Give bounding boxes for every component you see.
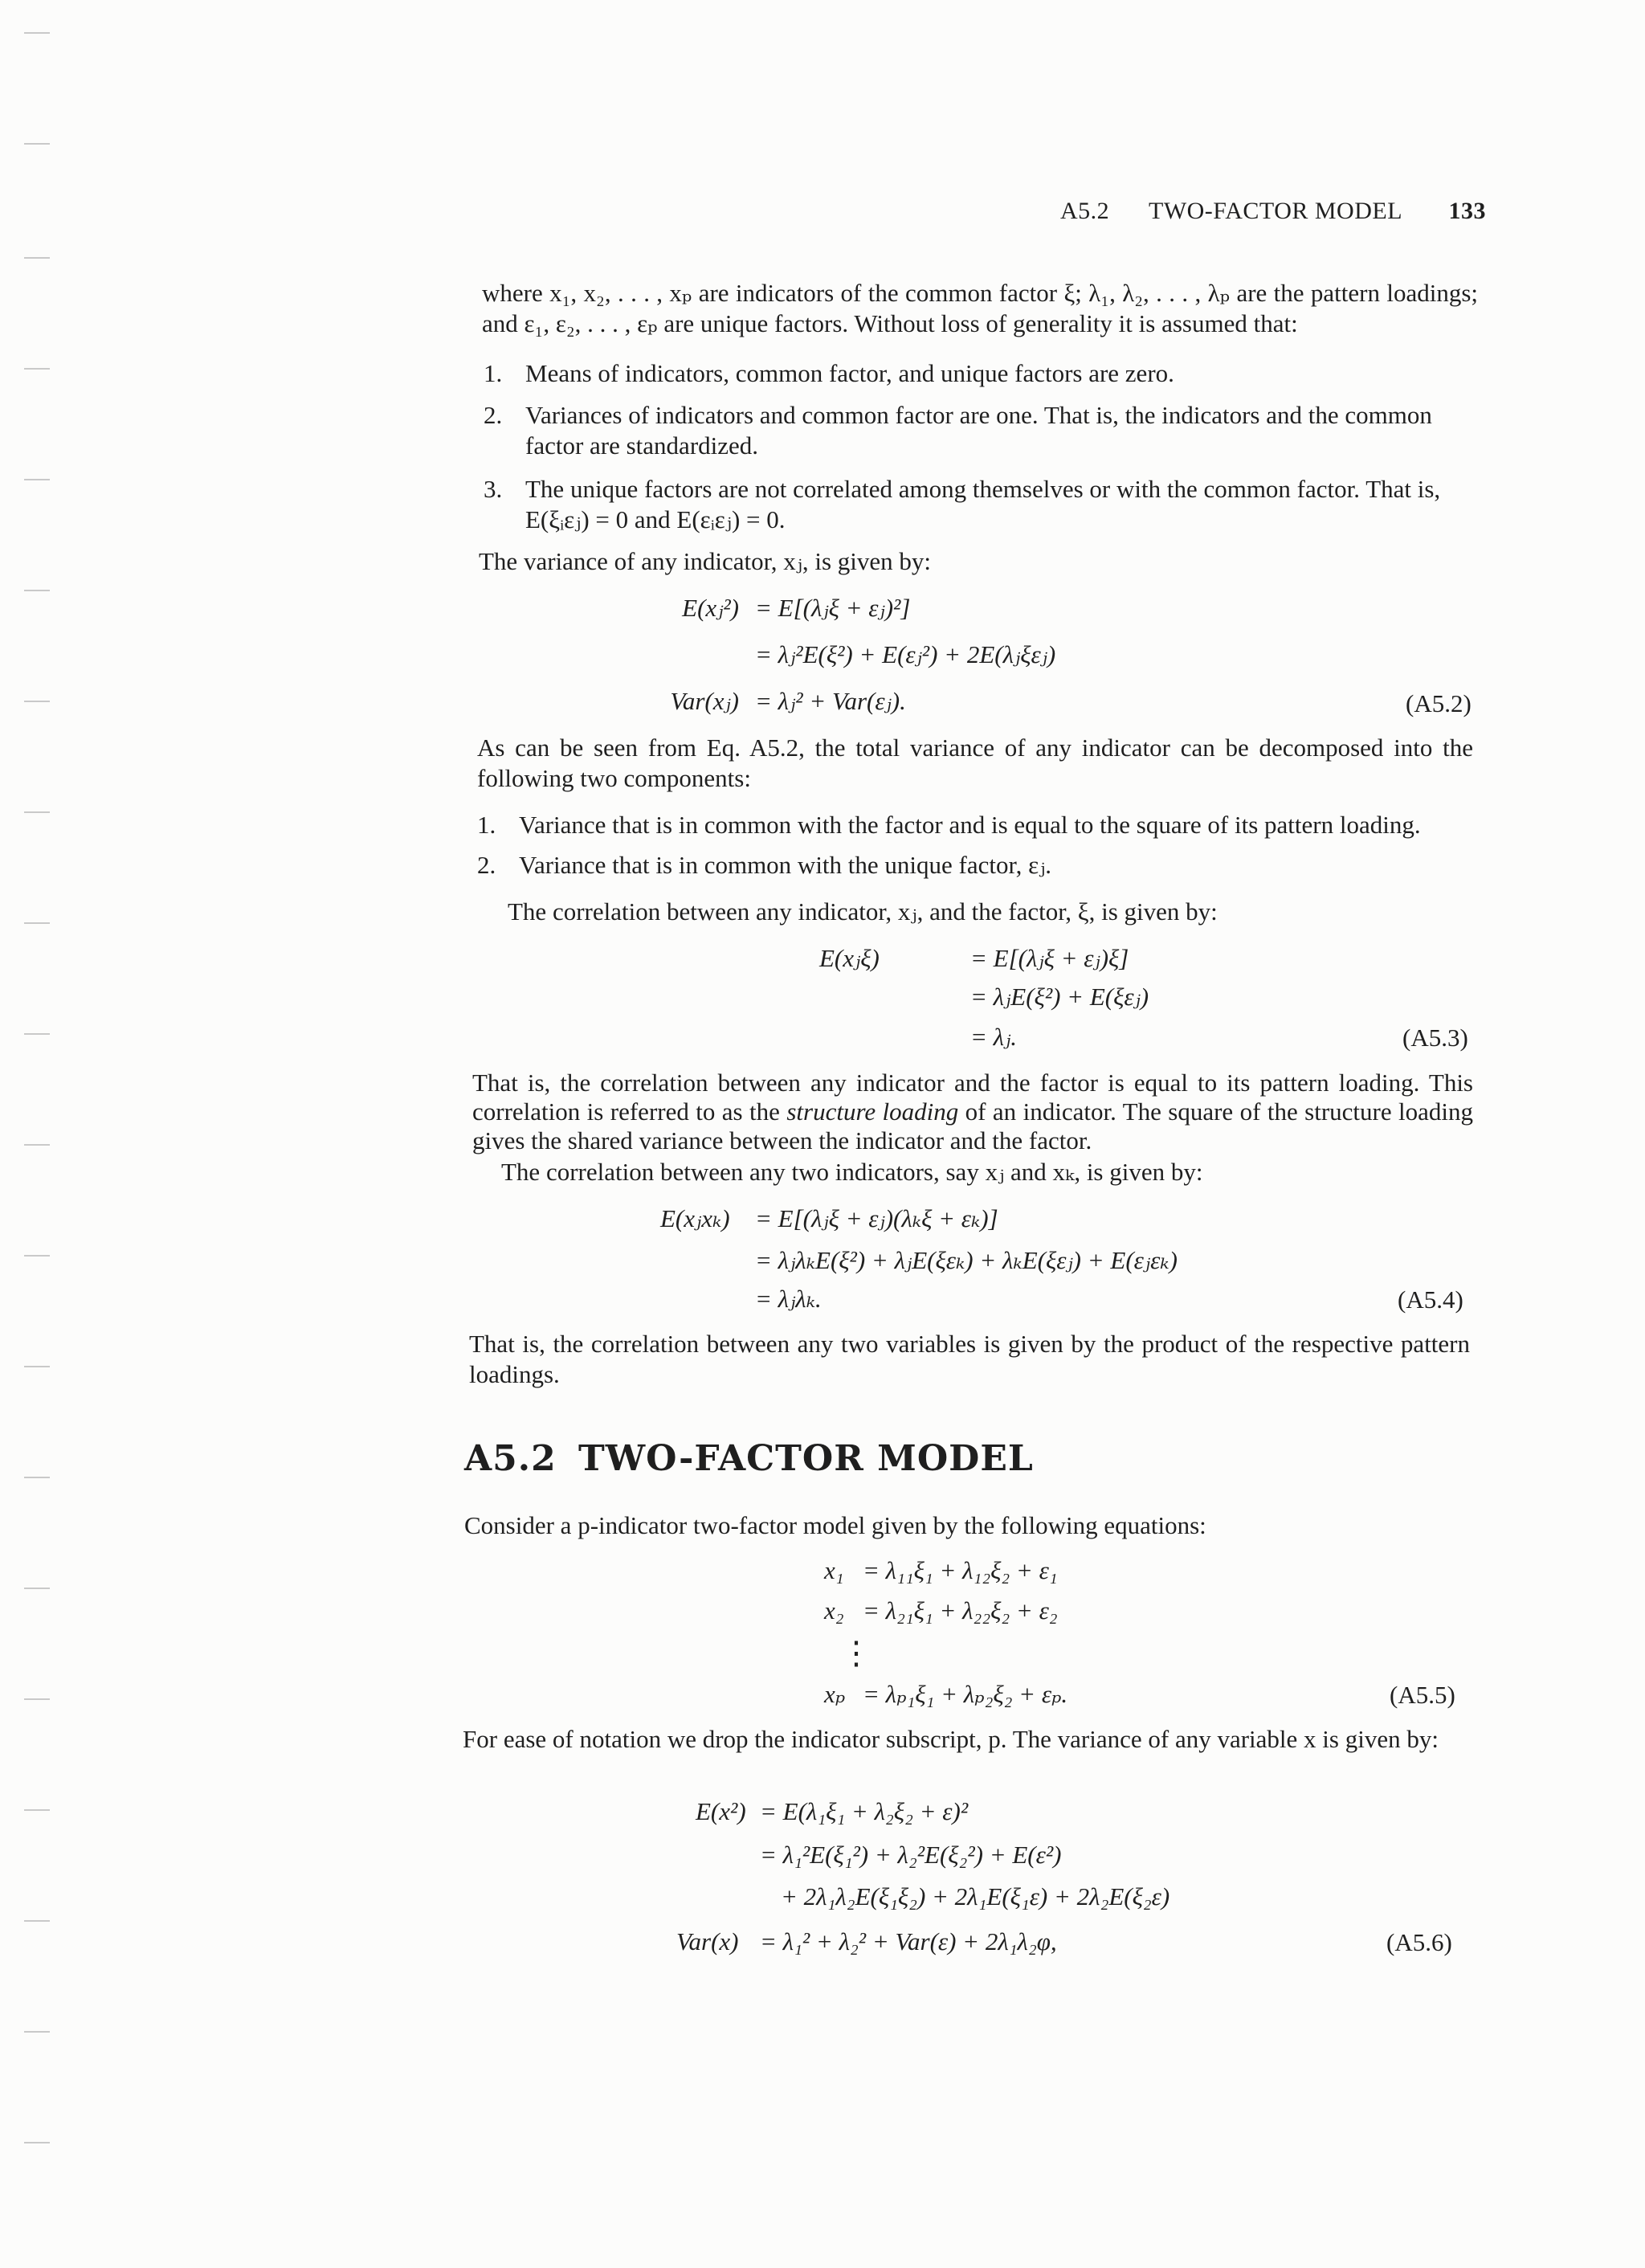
header-section-number: A5.2 [1060, 198, 1110, 224]
eq-lhs: E(xⱼ²) [682, 594, 739, 622]
list-number: 3. [484, 475, 503, 503]
eq-rhs: = E(λ₁ξ₁ + λ₂ξ₂ + ε)² [760, 1797, 969, 1825]
variance-intro: The variance of any indicator, xⱼ, is given by: [479, 547, 932, 575]
eq-rhs: = λⱼλₖ. [755, 1285, 822, 1313]
decomposition-paragraph: As can be seen from Eq. A5.2, the total variance of any indicator can be decomposed into the following two components: [477, 734, 1473, 792]
eq-rhs: = λⱼ. [970, 1023, 1018, 1051]
eq-lhs: E(xⱼxₖ) [660, 1204, 730, 1232]
eq-rhs: = λⱼE(ξ²) + E(ξεⱼ) [970, 983, 1149, 1011]
intro-paragraph: where x₁, x₂, . . . , xₚ are indicators of the common factor ξ; λ₁, λ₂, . . . , λₚ are the pattern loadings; and ε₁, ε₂, . . . , εₚ are unique factors. Without loss of generality it is assumed that: [482, 279, 1478, 337]
eq-rhs: = E[(λⱼξ + εⱼ)(λₖξ + εₖ)] [755, 1204, 998, 1232]
list-text: Variance that is in common with the unique factor, εⱼ. [519, 851, 1052, 879]
text-run: That is, the correlation between any indicator and the factor is equal to its pattern loading. This correlation is referred to as the [472, 1069, 1473, 1126]
eq-rhs: = λ₂₁ξ₁ + λ₂₂ξ₂ + ε₂ [863, 1596, 1058, 1624]
eq-lhs: Var(x) [676, 1927, 739, 1955]
eq-rhs: = λⱼ² + Var(εⱼ). [755, 687, 906, 715]
eq-rhs: = λ₁² + λ₂² + Var(ε) + 2λ₁λ₂φ, [760, 1927, 1057, 1955]
eq-rhs: = λ₁²E(ξ₁²) + λ₂²E(ξ₂²) + E(ε²) [760, 1841, 1062, 1869]
eq-lhs: x₂ [824, 1596, 844, 1624]
eq-rhs: = λⱼ²E(ξ²) + E(εⱼ²) + 2E(λⱼξεⱼ) [755, 640, 1056, 668]
equation-number: (A5.2) [1406, 689, 1472, 717]
eq-lhs: E(x²) [696, 1797, 746, 1825]
list-number: 1. [477, 811, 496, 839]
two-factor-intro: Consider a p-indicator two-factor model given by the following equations: [464, 1511, 1206, 1539]
eq-rhs: = E[(λⱼξ + εⱼ)ξ] [970, 944, 1129, 972]
equation-number: (A5.5) [1390, 1681, 1455, 1709]
eq-lhs: xₚ [824, 1680, 846, 1708]
list-text: The unique factors are not correlated among themselves or with the common factor. That is, E(ξᵢεⱼ) = 0 and E(εᵢεⱼ) = 0. [525, 475, 1441, 533]
eq-lhs: Var(xⱼ) [670, 687, 739, 715]
list-number: 2. [477, 851, 496, 879]
emphasis-term: structure loading [786, 1097, 959, 1126]
section-title: TWO-FACTOR MODEL [578, 1438, 1034, 1479]
eq-lhs: E(xⱼξ) [819, 944, 880, 972]
notation-paragraph: For ease of notation we drop the indicator subscript, p. The variance of any variable x is given by: [463, 1725, 1439, 1753]
page-number: 133 [1448, 198, 1486, 224]
list-text: Variance that is in common with the factor and is equal to the square of its pattern loading. [519, 811, 1421, 839]
list-number: 2. [484, 401, 503, 429]
equation-number: (A5.3) [1402, 1024, 1468, 1052]
eq-rhs: = λₚ₁ξ₁ + λₚ₂ξ₂ + εₚ. [863, 1680, 1068, 1708]
eq-rhs: = E[(λⱼξ + εⱼ)²] [755, 594, 911, 622]
equation-number: (A5.6) [1386, 1928, 1452, 1956]
page-edge-marks [0, 0, 56, 2268]
text-run: of an indicator. The square of the structure loading gives the shared variance between the indicator and the factor. [472, 1097, 1473, 1154]
vertical-ellipsis: ⋮ [840, 1635, 872, 1671]
eq-lhs: x₁ [824, 1556, 844, 1584]
pair-correlation-intro: The correlation between any two indicators, say xⱼ and xₖ, is given by: [501, 1158, 1203, 1186]
eq-rhs: = λⱼλₖE(ξ²) + λⱼE(ξεₖ) + λₖE(ξεⱼ) + E(εⱼεₖ) [755, 1246, 1178, 1274]
correlation-intro: The correlation between any indicator, xⱼ, and the factor, ξ, is given by: [508, 897, 1218, 926]
equation-number: (A5.4) [1398, 1285, 1463, 1314]
list-text: Variances of indicators and common factor are one. That is, the indicators and the common factor are standardized. [525, 401, 1432, 460]
eq-rhs: = λ₁₁ξ₁ + λ₁₂ξ₂ + ε₁ [863, 1556, 1058, 1584]
section-number: A5.2 [464, 1438, 557, 1479]
list-text: Means of indicators, common factor, and unique factors are zero. [525, 359, 1174, 387]
eq-rhs: + 2λ₁λ₂E(ξ₁ξ₂) + 2λ₁E(ξ₁ε) + 2λ₂E(ξ₂ε) [781, 1882, 1170, 1910]
product-paragraph: That is, the correlation between any two variables is given by the product of the respective pattern loadings. [469, 1330, 1470, 1388]
list-number: 1. [484, 359, 503, 387]
structure-loading-paragraph [472, 1069, 1473, 1155]
header-title: TWO-FACTOR MODEL [1149, 198, 1403, 224]
